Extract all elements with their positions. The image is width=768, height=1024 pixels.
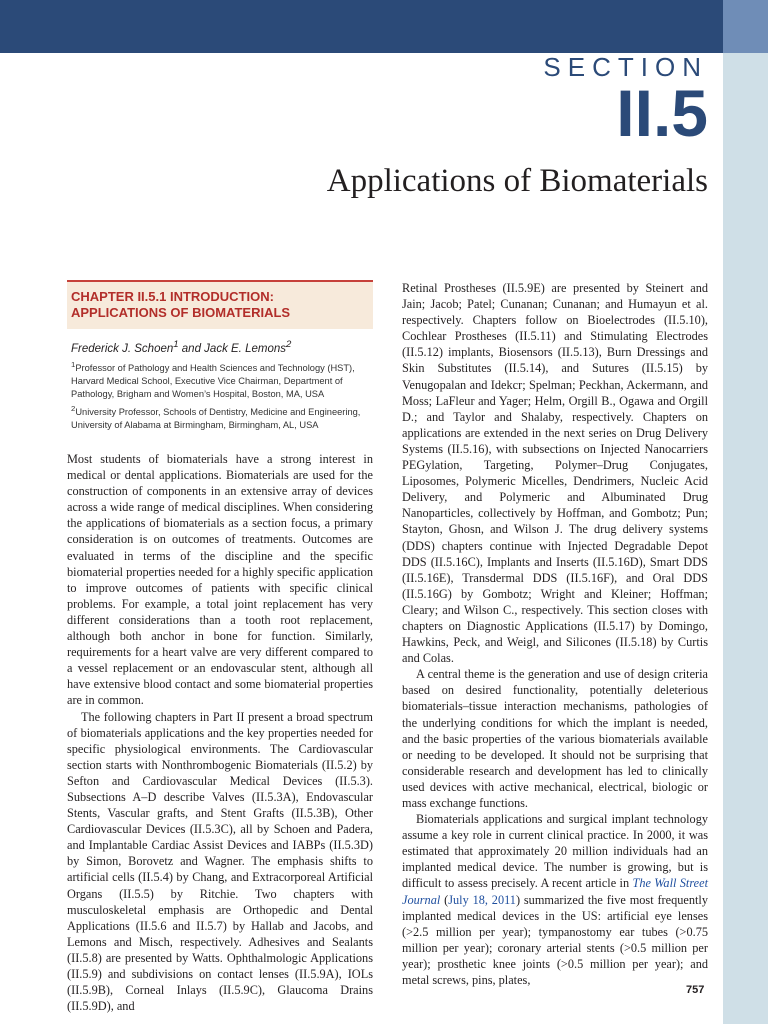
page-number: 757 bbox=[686, 984, 705, 996]
author-and: and Jack E. Lemons bbox=[178, 342, 286, 355]
author-1-sup: 1 bbox=[173, 339, 179, 350]
chapter-heading-box bbox=[67, 280, 373, 329]
author-2-sup: 2 bbox=[286, 339, 292, 350]
affiliation-2-sup: 2 bbox=[71, 404, 76, 414]
spacer bbox=[67, 435, 373, 451]
body-paragraph-2: The following chapters in Part II present a broad spectrum of biomaterials applications and the key properties needed for specific physiological environments. The Cardiovascular section starts with Nonthrombogenic Biomaterials (II.5.2) by Sefton and Cardiovascular Medical Devices (II.5.3). Subsections A–D describe Valves (II.5.3A), Endovascular Stents, Vascular grafts, and Stent Grafts (II.5.3B), Other Cardiovascular Devices (II.5.3C), all by Schoen and Padera, and Implantable Cardiac Assist Devices and IABPs (II.5.3D) by Simon, Borovetz and Wagner. The emphasis shifts to artificial cells (II.5.4) by Chang, and Extracorporeal Artificial Organs (II.5.5) by Ritchie. Two chapters with musculoskeletal emphasis are Orthopedic and Dental Applications (II.5.6 and II.5.7) by Hallab and Jacobs, and Lemons and Misch, respectively. Adhesives and Sealants (II.5.8) are presented by Watts. Ophthalmologic Applications (II.5.9) and subdivisions on contact lenses (II.5.9A), IOLs (II.5.9B), Corneal Inlays (II.5.9C), Glaucoma Drains (II.5.9D), and bbox=[67, 709, 373, 1014]
affiliation-2-text: University Professor, Schools of Dentistry, Medicine and Engineering, University of Alabama at Birmingham, Birmingham, AL, USA bbox=[71, 407, 361, 431]
right-column bbox=[402, 280, 708, 988]
affiliation-1-text: Professor of Pathology and Health Sciences and Technology (HST), Harvard Medical School, Executive Vice Chairman, Department of Pathology, Brigham and Women’s Hospital, Boston, MA, USA bbox=[71, 362, 355, 399]
body-paragraph-4: A central theme is the generation and use of design criteria based on desired functionality, potentially deleterious biomaterials–tissue interaction mechanisms, pathologies of the underlying conditions for which the implant is needed, and the basic properties of the various biomaterials available or needing to be developed. It should not be surprising that considerable research and development has led to clinically used devices with active mechanical, electrical, biologic or mass exchange functions. bbox=[402, 667, 708, 810]
body-paragraph-5 bbox=[402, 811, 708, 988]
section-number: II.5 bbox=[616, 76, 708, 150]
section-label: SECTION bbox=[543, 52, 708, 82]
right-margin-strip bbox=[723, 53, 768, 1024]
chapter-heading-line2: APPLICATIONS OF BIOMATERIALS bbox=[71, 305, 291, 320]
body-paragraph-1: Most students of biomaterials have a strong interest in medical or dental applications. Biomaterials are used for the construction of components in an extensive array of devices across a wide range of medical disciplines. When considering the applications of biomaterials as a section focus, a primary consideration is on outcomes of treatments. Outcomes are evaluated in terms of the discipline and the specific biomaterial properties needed for a highly specific application to improve outcomes of patients with specific clinical problems. For example, a total joint replacement has very different considerations than a tooth root replacement, although both anchor in bone for function. Similarly, requirements for a heart valve are very different compared to a vessel replacement or an endovascular stent, although all have extensive blood contact and some biomaterial properties are in common. bbox=[67, 452, 373, 708]
chapter-heading bbox=[71, 289, 369, 321]
paragraph-5-text-b: ) summarized the five most frequently implanted medical devices in the US: artificial eye lenses (>2.5 million per year); tympanostomy ear tubes (>0.75 million per year); coronary arterial stents (>0.5 million per year); prosthetic knee joints (>0.5 million per year); and metal screws, pins, plates, bbox=[402, 892, 708, 988]
body-paragraph-3: Retinal Prostheses (II.5.9E) are presented by Steinert and Jain; Jacob; Patel; Cunanan; Cunanan; and Humayun et al. respectively. Chapters follow on Bioelectrodes (II.5.10), Cochlear Prostheses (II.5.11) and Stimulating Electrodes (II.5.12) implants, Biosensors (II.5.13), Burn Dressings and Skin Substitutes (II.5.14), and Sutures (II.5.15) by Venugopalan and Idekcr; Spelman; Peckhan, Ackermann, and Moss; LaFleur and Yager; Helm, Orgill B., Ogawa and Orgill D.; and Taylor and Shalaby, respectively. Chapters on applications are extended in the next series on Drug Delivery Systems (II.5.16), with subsections on Injected Nanocarriers PEGylation, Targeting, Polymer–Drug Conjugates, Liposomes, Polymeric Micelles, Dendrimers, Nucleic Acid Delivery, and Polymeric and Albuminated Drug Nanoparticles, collectively by Hoffman, and Gombotz; Pun; Stayton, Ghosn, and Wilson J. The drug delivery systems (DDS) chapters continue with Injected Degradable Depot DDS (II.5.16C), Implants and Inserts (II.5.16D), Smart DDS (II.5.16E), Transdermal DDS (II.5.16F), and Oral DDS (II.5.16G) by Gombotz; Wright and Kleiner; Hoffman; Cleary; and Wilson C., respectively. This section closes with chapters on Diagnostic Applications (II.5.17) by Domingo, Hawkins, Peck, and Weigl, and Silicones (II.5.18) by Curtis and Colas. bbox=[402, 281, 708, 666]
author-1: Frederick J. Schoen bbox=[71, 342, 174, 355]
affiliation-1 bbox=[71, 359, 373, 400]
authors bbox=[71, 337, 373, 357]
left-column bbox=[67, 280, 373, 1014]
date-link[interactable]: July 18, 2011 bbox=[448, 892, 516, 907]
affiliation-1-sup: 1 bbox=[71, 359, 76, 369]
affiliation-2 bbox=[71, 403, 373, 432]
header-corner-block bbox=[723, 0, 768, 53]
wsj-link[interactable]: The Wall Street Journal bbox=[402, 876, 708, 907]
chapter-heading-line1: CHAPTER II.5.1 INTRODUCTION: bbox=[71, 289, 274, 304]
paragraph-5-text-a: Biomaterials applications and surgical implant technology assume a key role in current clinical practice. In 2000, it was estimated that approximately 20 million individuals had an implanted medical device. The number is growing, but is difficult to assess precisely. A recent article in bbox=[402, 812, 708, 891]
paren-open: ( bbox=[440, 892, 449, 907]
header-band bbox=[0, 0, 723, 53]
section-title: Applications of Biomaterials bbox=[326, 163, 708, 199]
